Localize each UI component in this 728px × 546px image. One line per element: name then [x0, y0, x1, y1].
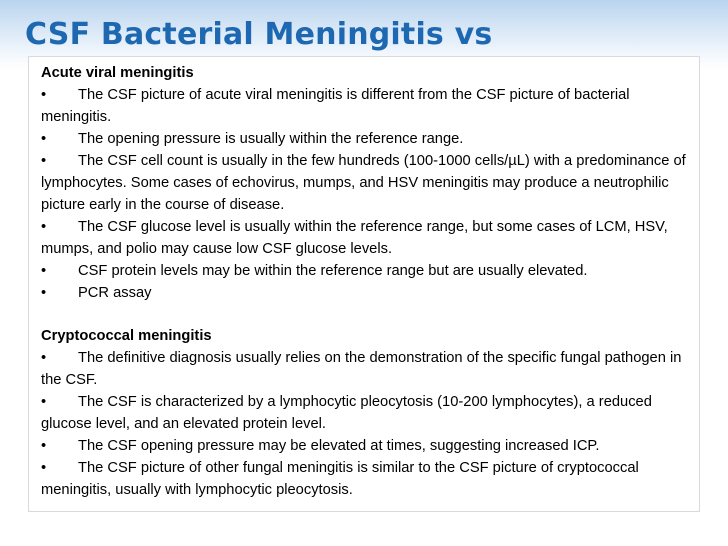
section-heading-viral: Acute viral meningitis — [41, 65, 194, 81]
section-heading-cryptococcal: Cryptococcal meningitis — [41, 328, 212, 344]
list-item — [41, 260, 691, 282]
bullet-icon: • — [41, 394, 47, 410]
bullet-icon: • — [41, 87, 47, 103]
list-item-text: The CSF picture of other fungal meningitis is similar to the CSF picture of cryptococcal meningitis, usually with lymphocytic pleocytosis. — [41, 460, 639, 498]
bullet-icon: • — [41, 438, 47, 454]
bullet-icon: • — [41, 285, 47, 301]
list-item-text: The CSF picture of acute viral meningitis is different from the CSF picture of bacterial meningitis. — [41, 87, 630, 125]
list-item-text: PCR assay — [78, 285, 152, 301]
bullet-icon: • — [41, 131, 47, 147]
list-item — [41, 216, 691, 260]
section-spacer — [41, 304, 691, 325]
list-item-text: The definitive diagnosis usually relies on the demonstration of the specific fungal pathogen in the CSF. — [41, 350, 682, 388]
bullet-icon: • — [41, 350, 47, 366]
content-body — [41, 62, 691, 501]
bullet-icon: • — [41, 460, 47, 476]
list-item-text: The CSF is characterized by a lymphocytic pleocytosis (10-200 lymphocytes), a reduced glucose level, and an elevated protein level. — [41, 394, 652, 432]
list-item — [41, 128, 691, 150]
list-item — [41, 347, 691, 391]
slide-title: CSF Bacterial Meningitis vs — [25, 17, 493, 52]
list-item — [41, 282, 691, 304]
list-item — [41, 391, 691, 435]
bullet-icon: • — [41, 263, 47, 279]
bullet-icon: • — [41, 153, 47, 169]
list-item — [41, 150, 691, 216]
list-item-text: The CSF opening pressure may be elevated at times, suggesting increased ICP. — [78, 438, 600, 454]
list-item — [41, 435, 691, 457]
list-item-text: The opening pressure is usually within the reference range. — [78, 131, 464, 147]
list-item — [41, 84, 691, 128]
list-item — [41, 457, 691, 501]
list-item-text: The CSF cell count is usually in the few hundreds (100-1000 cells/µL) with a predominance of lymphocytes. Some cases of echovirus, mumps, and HSV meningitis may produce a neutrophilic picture early in the course of disease. — [41, 153, 686, 213]
bullet-icon: • — [41, 219, 47, 235]
list-item-text: The CSF glucose level is usually within the reference range, but some cases of LCM, HSV, mumps, and polio may cause low CSF glucose levels. — [41, 219, 668, 257]
list-item-text: CSF protein levels may be within the reference range but are usually elevated. — [78, 263, 588, 279]
